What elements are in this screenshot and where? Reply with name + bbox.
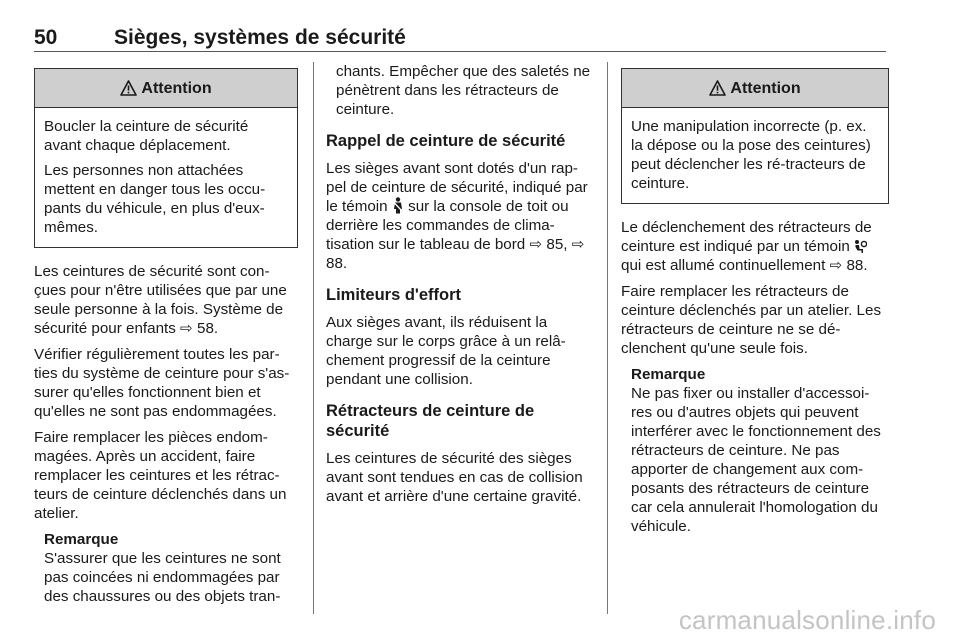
page-header — [34, 22, 886, 52]
paragraph: Aux sièges avant, ils réduisent la charge sur le corps grâce à un relâ-chement progressif de la ceinture pendant une collision. — [326, 314, 566, 388]
paragraph-text: sur la console de toit ou derrière les commandes de clima-tisation sur le tableau de bord ⇨ 85, ⇨ 88. — [326, 198, 585, 272]
column-1 — [34, 62, 298, 606]
warning-triangle-icon — [709, 80, 726, 96]
airbag-indicator-icon — [854, 239, 867, 254]
paragraph — [621, 218, 889, 275]
header-rule — [34, 51, 886, 52]
remarque-block — [44, 530, 298, 606]
paragraph-text: Le déclenchement des rétracteurs de ceinture est indiqué par un témoin — [621, 219, 872, 255]
paragraph: Vérifier régulièrement toutes les par-ties du système de ceinture pour s'as-surer qu'elles fonctionnent bien et qu'elles ne sont pas endommagées. — [34, 346, 290, 420]
attention-box-1 — [34, 68, 298, 248]
paragraph: Faire remplacer les pièces endom-magées. Après un accident, faire remplacer les ceintures et les rétrac-teurs de ceinture déclenchés dans un atelier. — [34, 429, 287, 522]
section-heading: Limiteurs d'effort — [326, 286, 462, 304]
remarque-text: Ne pas fixer ou installer d'accessoi-res ou d'autres objets qui peuvent interférer avec le fonctionnement des rétracteurs de ceinture. Ne pas apporter de changement aux com-posants des rétracteurs de ceinture car cela annulerait l'homologation du véhicule. — [631, 385, 881, 535]
paragraph-text: qui est allumé continuellement ⇨ 88. — [621, 257, 868, 274]
remarque-title: Remarque — [631, 366, 706, 383]
warning-triangle-icon — [120, 80, 137, 96]
paragraph: Les ceintures de sécurité des sièges avant sont tendues en cas de collision avant et arrière d'une certaine gravité. — [326, 450, 583, 505]
page-number: 50 — [34, 26, 58, 49]
section-heading: Rappel de ceinture de sécurité — [326, 132, 566, 150]
page-title: Sièges, systèmes de sécurité — [114, 26, 406, 49]
paragraph-text: Les sièges avant sont dotés d'un rap-pel de ceinture de sécurité, indiqué par le témoin — [326, 160, 588, 215]
seatbelt-reminder-icon — [392, 197, 404, 214]
attention-text: Une manipulation incorrecte (p. ex. la dépose ou la pose des ceintures) peut déclencher les ré-tracteurs de ceinture. — [631, 118, 871, 192]
attention-title: Attention — [730, 79, 801, 97]
attention-title: Attention — [141, 79, 212, 97]
column-2 — [326, 62, 594, 513]
remarque-title: Remarque — [44, 531, 119, 548]
attention-box-2 — [621, 68, 889, 204]
attention-text: Les personnes non attachées mettent en danger tous les occu-pants du véhicule, en plus d'eux-mêmes. — [44, 162, 266, 236]
paragraph — [326, 159, 594, 273]
paragraph: Les ceintures de sécurité sont con-çues pour n'être utilisées que par une seule personne à la fois. Système de sécurité pour enfants ⇨ 58. — [34, 263, 287, 337]
attention-text: Boucler la ceinture de sécurité avant chaque déplacement. — [44, 118, 249, 154]
remarque-text: S'assurer que les ceintures ne sont pas coincées ni endommagées par des chaussures ou des objets tran- — [44, 550, 281, 605]
column-divider-2 — [607, 62, 608, 614]
section-heading: Rétracteurs de ceinture de sécurité — [326, 402, 535, 440]
column-3 — [621, 62, 889, 536]
remarque-block — [631, 365, 889, 536]
attention-header — [622, 69, 888, 108]
column-divider-1 — [313, 62, 314, 614]
attention-header — [35, 69, 297, 108]
watermark: carmanualsonline.info — [678, 605, 936, 635]
paragraph: chants. Empêcher que des saletés ne pénètrent dans les rétracteurs de ceinture. — [336, 63, 591, 118]
paragraph: Faire remplacer les rétracteurs de ceinture déclenchés par un atelier. Les rétracteurs de ceinture ne se dé-clenchent qu'une seule fois. — [621, 283, 882, 357]
